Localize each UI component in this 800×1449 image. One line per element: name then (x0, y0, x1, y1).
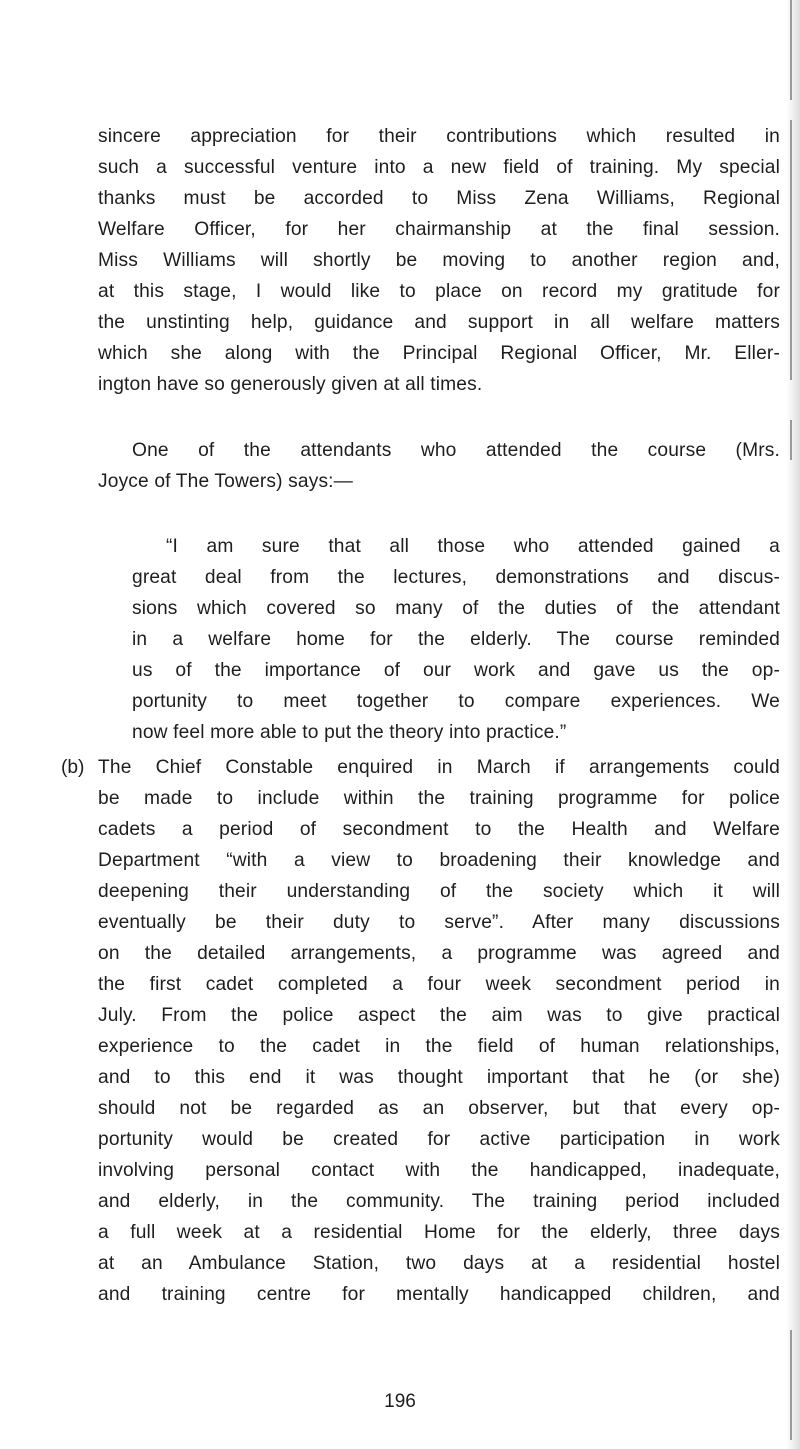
text-line: experience to the cadet in the field of human relationships, (98, 1036, 780, 1057)
text-line: One of the attendants who attended the course (Mrs. (132, 440, 780, 461)
edge-mark (790, 0, 792, 100)
text-line: cadets a period of secondment to the Health and Welfare (98, 819, 780, 840)
text-line: The Chief Constable enquired in March if arrangements could (98, 757, 780, 778)
page-number: 196 (384, 1391, 416, 1412)
text-line: July. From the police aspect the aim was to give practical (98, 1005, 780, 1026)
text-line: involving personal contact with the handicapped, inadequate, (98, 1160, 780, 1181)
text-line: thanks must be accorded to Miss Zena Williams, Regional (98, 188, 780, 209)
text-line: and elderly, in the community. The training period included (98, 1191, 780, 1212)
text-line: the unstinting help, guidance and support in all welfare matters (98, 312, 780, 333)
text-line: portunity to meet together to compare experiences. We (132, 691, 780, 712)
text-line: and training centre for mentally handicapped children, and (98, 1284, 780, 1305)
page-edge-shadow (786, 0, 800, 1449)
text-line: Department “with a view to broadening their knowledge and (98, 850, 780, 871)
text-line: ington have so generously given at all times. (98, 374, 483, 395)
text-line: be made to include within the training programme for police (98, 788, 780, 809)
text-line: a full week at a residential Home for the elderly, three days (98, 1222, 780, 1243)
text-line: on the detailed arrangements, a programme was agreed and (98, 943, 780, 964)
text-line: the first cadet completed a four week secondment period in (98, 974, 780, 995)
text-line: sions which covered so many of the duties of the attendant (132, 598, 780, 619)
item-marker: (b) (61, 757, 85, 778)
text-line: should not be regarded as an observer, but that every op- (98, 1098, 780, 1119)
paragraph-2 (132, 435, 780, 466)
text-line: Welfare Officer, for her chairmanship at the final session. (98, 219, 780, 240)
text-line: us of the importance of our work and gave us the op- (132, 660, 780, 681)
text-line: which she along with the Principal Regional Officer, Mr. Eller- (98, 343, 780, 364)
text-line: sincere appreciation for their contributions which resulted in (98, 126, 780, 147)
item-b-paragraph (98, 752, 780, 1310)
quotation (132, 562, 780, 748)
paragraph-2-continued (98, 466, 780, 497)
text-line: deepening their understanding of the society which it will (98, 881, 780, 902)
text-line: and to this end it was thought important that he (or she) (98, 1067, 780, 1088)
text-line: at an Ambulance Station, two days at a residential hostel (98, 1253, 780, 1274)
text-line: Miss Williams will shortly be moving to another region and, (98, 250, 780, 271)
text-line: at this stage, I would like to place on record my gratitude for (98, 281, 780, 302)
text-line: Joyce of The Towers) says:— (98, 471, 354, 492)
text-line: portunity would be created for active participation in work (98, 1129, 780, 1150)
text-line: such a successful venture into a new field of training. My special (98, 157, 780, 178)
edge-mark (790, 120, 792, 380)
text-line: “I am sure that all those who attended gained a (166, 536, 780, 557)
edge-mark (790, 420, 792, 460)
text-line: now feel more able to put the theory into practice.” (132, 722, 567, 743)
edge-mark (790, 1330, 792, 1440)
text-line: great deal from the lectures, demonstrations and discus- (132, 567, 780, 588)
quotation-first-line (166, 531, 780, 562)
text-line: eventually be their duty to serve”. After many discussions (98, 912, 780, 933)
paragraph-1 (98, 121, 780, 400)
text-line: in a welfare home for the elderly. The course reminded (132, 629, 780, 650)
